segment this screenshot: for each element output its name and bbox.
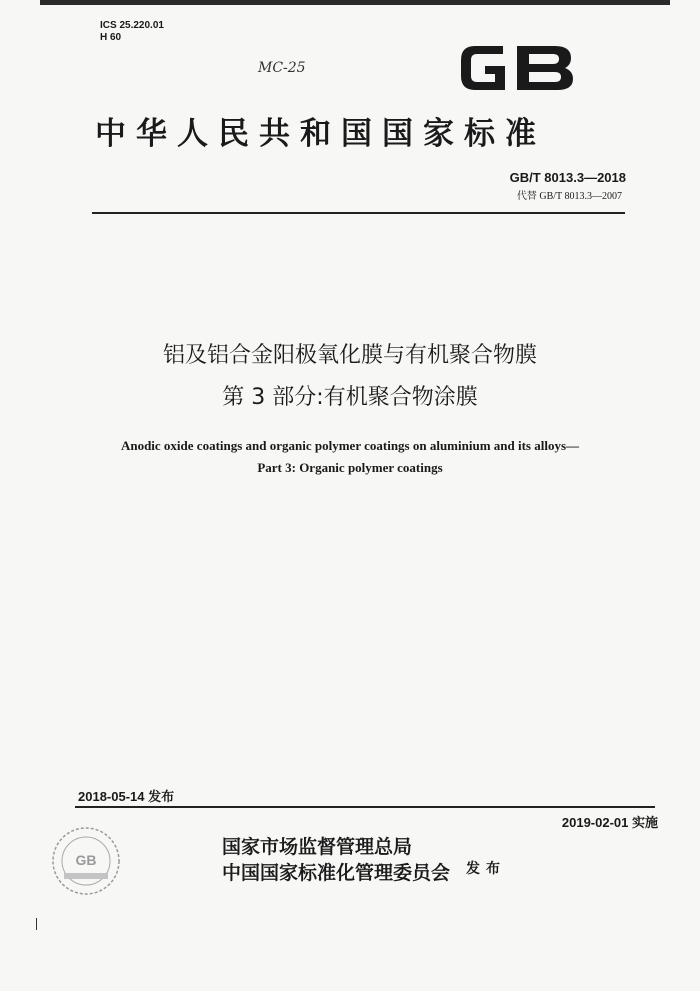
title-en-line1: Anodic oxide coatings and organic polymer coatings on aluminium and its alloys—: [120, 438, 580, 453]
title-en-line2: Part 3: Organic polymer coatings: [257, 460, 443, 475]
title-cn-line1: 铝及铝合金阳极氧化膜与有机聚合物膜: [162, 343, 537, 368]
ics-code: ICS 25.220.01: [100, 20, 164, 31]
issuer-line1: 国家市场监督管理总局: [222, 836, 413, 858]
header-divider: [92, 212, 625, 214]
standards-press-seal-icon: [50, 825, 122, 897]
top-edge-bar: [40, 0, 670, 5]
replaces-standard: 代替 GB/T 8013.3—2007: [516, 191, 622, 202]
classification-codes: [100, 20, 164, 44]
title-cn-line2: 第 3 部分:有机聚合物涂膜: [222, 385, 478, 410]
implementation-date: 2019-02-01 实施: [561, 815, 658, 830]
issuer-line2: 中国国家标准化管理委员会: [222, 862, 451, 884]
national-standard-title: 中华人民共和国国家标准: [95, 116, 546, 152]
issue-date: 2018-05-14 发布: [78, 789, 175, 804]
issued-label: 发布: [466, 861, 506, 877]
footer-divider: [75, 806, 655, 808]
svg-text:GB: GB: [75, 852, 97, 868]
page-edge-mark: [36, 918, 37, 930]
standard-number: GB/T 8013.3—2018: [509, 170, 626, 185]
ccs-code: H 60: [100, 32, 122, 43]
gb-logo-icon: [455, 38, 580, 98]
handwritten-note: MC-25: [258, 60, 306, 76]
